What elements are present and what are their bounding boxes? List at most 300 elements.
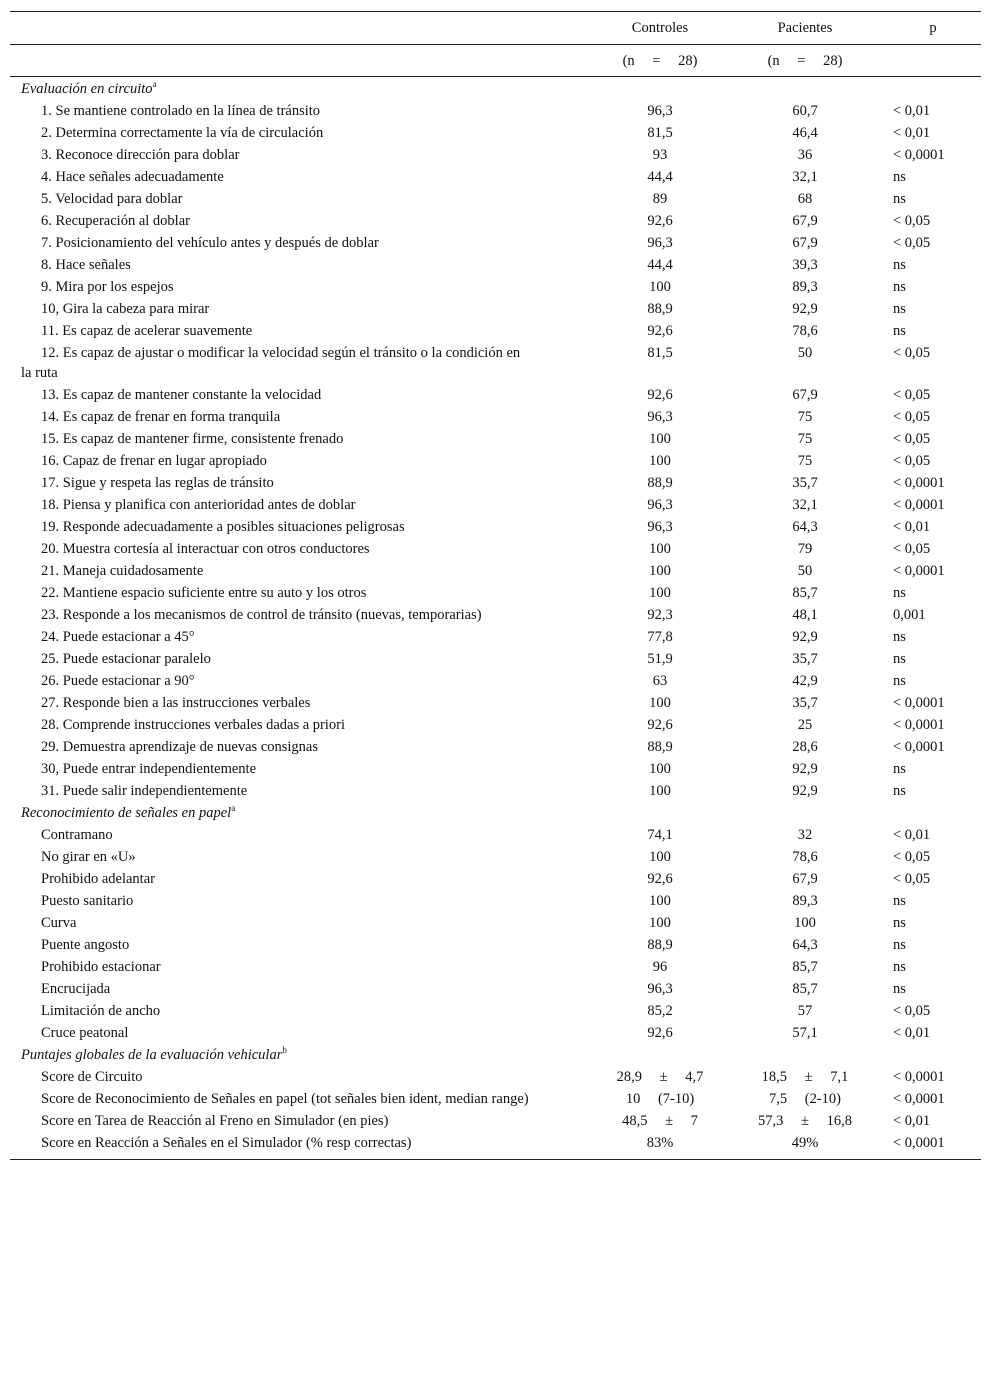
controls-value (595, 1132, 725, 1160)
table-row (10, 320, 981, 342)
table-row (10, 188, 981, 210)
patients-value (725, 648, 885, 670)
controls-value (595, 604, 725, 626)
table-row (10, 978, 981, 1000)
patients-value-text: 75 (797, 453, 813, 469)
row-label: 26. Puede estacionar a 90° (41, 673, 195, 689)
patients-value-text: 25 (797, 717, 813, 733)
patients-value-text: 39,3 (792, 257, 818, 273)
patients-value-text: 92,9 (792, 783, 818, 799)
patients-value-text: 28,6 (792, 739, 818, 755)
controls-value (595, 1000, 725, 1022)
patients-value (725, 714, 885, 736)
header-controls: Controles (595, 12, 725, 45)
controls-value (595, 1066, 725, 1088)
table-row (10, 276, 981, 298)
table-row (10, 254, 981, 276)
controls-value-text: 85,2 (647, 1003, 673, 1019)
controls-value-text: 100 (649, 849, 671, 865)
patients-value (725, 582, 885, 604)
patients-value-text: 32,1 (792, 169, 818, 185)
table-row (10, 210, 981, 232)
controls-value (595, 912, 725, 934)
table-row (10, 846, 981, 868)
footnote-marker: b (282, 1045, 287, 1055)
p-value: ns (893, 257, 906, 273)
table-row (10, 626, 981, 648)
table-row (10, 692, 981, 714)
patients-value (725, 384, 885, 406)
controls-value (595, 298, 725, 320)
table-row (10, 1066, 981, 1088)
controls-value-text: 100 (649, 541, 671, 557)
patients-value-text: 89,3 (792, 893, 818, 909)
controls-value (595, 1022, 725, 1044)
patients-value (725, 758, 885, 780)
p-value: ns (893, 959, 906, 975)
patients-value (725, 1110, 885, 1132)
row-label: 11. Es capaz de acelerar suavemente (41, 323, 253, 339)
section-row (10, 1044, 981, 1066)
controls-value-text: 89 (652, 191, 668, 207)
controls-value-text: 92,6 (647, 323, 673, 339)
controls-value (595, 276, 725, 298)
patients-value (725, 516, 885, 538)
controls-value (595, 450, 725, 472)
p-value: 0,001 (893, 607, 926, 623)
p-value: < 0,05 (893, 541, 931, 557)
controls-value-text: 44,4 (647, 169, 673, 185)
controls-value-text: 92,6 (647, 387, 673, 403)
row-label: Encrucijada (41, 981, 111, 997)
patients-value-text: 60,7 (792, 103, 818, 119)
patients-value (725, 934, 885, 956)
results-table-container (10, 11, 981, 1160)
table-row (10, 122, 981, 144)
p-value: < 0,0001 (893, 563, 945, 579)
table-row (10, 100, 981, 122)
row-label: Score de Circuito (41, 1069, 143, 1085)
p-value: ns (893, 761, 906, 777)
controls-value (595, 648, 725, 670)
row-label: 14. Es capaz de frenar en forma tranquila (41, 409, 281, 425)
p-value: < 0,05 (893, 1003, 931, 1019)
patients-value (725, 1088, 885, 1110)
row-label: 21. Maneja cuidadosamente (41, 563, 204, 579)
patients-value-text: 78,6 (792, 323, 818, 339)
p-value: ns (893, 323, 906, 339)
p-value: < 0,0001 (893, 1091, 945, 1107)
controls-value-text: 10 (7-10) (625, 1091, 695, 1107)
controls-value-text: 44,4 (647, 257, 673, 273)
section-title (10, 77, 981, 101)
table-row (10, 868, 981, 890)
controls-value-text: 48,5 ± 7 (622, 1113, 698, 1129)
controls-value (595, 166, 725, 188)
table-row (10, 298, 981, 320)
row-label-line: la ruta (21, 365, 58, 381)
patients-value (725, 254, 885, 276)
controls-value-text: 81,5 (647, 125, 673, 141)
p-value: < 0,05 (893, 235, 931, 251)
patients-value (725, 978, 885, 1000)
controls-value-text: 92,6 (647, 717, 673, 733)
controls-value (595, 714, 725, 736)
patients-value-text: 57 (797, 1003, 813, 1019)
table-row (10, 516, 981, 538)
controls-value (595, 144, 725, 166)
controls-value (595, 758, 725, 780)
table-row (10, 736, 981, 758)
table-row (10, 780, 981, 802)
row-label: 23. Responde a los mecanismos de control de tránsito (nuevas, temporarias) (41, 607, 482, 623)
row-label: 4. Hace señales adecuadamente (41, 169, 224, 185)
controls-value-text: 100 (649, 431, 671, 447)
patients-value (725, 956, 885, 978)
patients-value (725, 342, 885, 384)
controls-value (595, 406, 725, 428)
controls-value-text: 100 (649, 783, 671, 799)
patients-value-text: 92,9 (792, 761, 818, 777)
row-label: No girar en «U» (41, 849, 136, 865)
patients-value (725, 780, 885, 802)
row-label: 2. Determina correctamente la vía de circulación (41, 125, 324, 141)
patients-value-text: 35,7 (792, 475, 818, 491)
p-value: < 0,0001 (893, 147, 945, 163)
controls-value (595, 494, 725, 516)
controls-value-text: 100 (649, 279, 671, 295)
row-label: 31. Puede salir independientemente (41, 783, 248, 799)
patients-value (725, 1066, 885, 1088)
patients-value-text: 46,4 (792, 125, 818, 141)
p-value: < 0,01 (893, 519, 931, 535)
controls-value (595, 254, 725, 276)
patients-value-text: 67,9 (792, 235, 818, 251)
controls-value-text: 88,9 (647, 475, 673, 491)
patients-value (725, 538, 885, 560)
patients-value (725, 100, 885, 122)
controls-value-text: 28,9 ± 4,7 (616, 1069, 704, 1085)
row-label: 17. Sigue y respeta las reglas de tránsito (41, 475, 274, 491)
patients-value (725, 428, 885, 450)
p-value: < 0,01 (893, 125, 931, 141)
controls-value-text: 100 (649, 585, 671, 601)
table-row (10, 472, 981, 494)
controls-value (595, 626, 725, 648)
controls-value (595, 670, 725, 692)
p-value: ns (893, 301, 906, 317)
row-label: 19. Responde adecuadamente a posibles situaciones peligrosas (41, 519, 405, 535)
section-title-text: Evaluación en circuito (21, 81, 153, 97)
footnote-marker: a (152, 79, 157, 89)
patients-value-text: 57,1 (792, 1025, 818, 1041)
p-value: < 0,05 (893, 345, 931, 361)
row-label: Curva (41, 915, 77, 931)
row-label: 5. Velocidad para doblar (41, 191, 183, 207)
p-value: ns (893, 279, 906, 295)
p-value: < 0,05 (893, 387, 931, 403)
controls-value-text: 51,9 (647, 651, 673, 667)
p-value: < 0,05 (893, 871, 931, 887)
patients-value-text: 85,7 (792, 959, 818, 975)
patients-value (725, 450, 885, 472)
table-row (10, 890, 981, 912)
patients-value (725, 868, 885, 890)
patients-value-text: 18,5 ± 7,1 (761, 1069, 849, 1085)
p-value: ns (893, 915, 906, 931)
row-label: 28. Comprende instrucciones verbales dadas a priori (41, 717, 346, 733)
controls-value (595, 868, 725, 890)
header-blank (885, 45, 981, 77)
table-row (10, 406, 981, 428)
row-label: Score en Tarea de Reacción al Freno en Simulador (en pies) (41, 1113, 389, 1129)
controls-value (595, 320, 725, 342)
patients-value-text: 48,1 (792, 607, 818, 623)
p-value: ns (893, 893, 906, 909)
controls-value-text: 81,5 (647, 345, 673, 361)
controls-value (595, 846, 725, 868)
patients-value-text: 100 (794, 915, 816, 931)
patients-value (725, 1132, 885, 1160)
patients-value-text: 35,7 (792, 651, 818, 667)
row-label: 25. Puede estacionar paralelo (41, 651, 211, 667)
controls-value-text: 100 (649, 695, 671, 711)
row-label: 15. Es capaz de mantener firme, consistente frenado (41, 431, 344, 447)
controls-value-text: 96,3 (647, 519, 673, 535)
row-label: Prohibido estacionar (41, 959, 161, 975)
results-table (10, 11, 981, 1160)
patients-value (725, 298, 885, 320)
patients-value (725, 824, 885, 846)
patients-value-text: 57,3 ± 16,8 (758, 1113, 852, 1129)
p-value: < 0,0001 (893, 1069, 945, 1085)
controls-value (595, 342, 725, 384)
patients-value (725, 232, 885, 254)
section-row (10, 77, 981, 101)
patients-value (725, 144, 885, 166)
row-label: 20. Muestra cortesía al interactuar con otros conductores (41, 541, 370, 557)
controls-value (595, 780, 725, 802)
p-value: ns (893, 629, 906, 645)
patients-value-text: 67,9 (792, 387, 818, 403)
patients-value-text: 67,9 (792, 213, 818, 229)
controls-value (595, 188, 725, 210)
controls-value (595, 978, 725, 1000)
section-title-text: Puntajes globales de la evaluación vehicular (21, 1047, 283, 1063)
controls-value-text: 100 (649, 761, 671, 777)
patients-value (725, 122, 885, 144)
patients-value-text: 92,9 (792, 629, 818, 645)
footnote-marker: a (231, 803, 236, 813)
header-blank (10, 12, 595, 45)
controls-value (595, 122, 725, 144)
table-row (10, 166, 981, 188)
controls-value-text: 100 (649, 563, 671, 579)
row-label: Prohibido adelantar (41, 871, 155, 887)
row-label: 27. Responde bien a las instrucciones verbales (41, 695, 311, 711)
controls-value-text: 100 (649, 453, 671, 469)
patients-value (725, 320, 885, 342)
patients-value (725, 604, 885, 626)
p-value: ns (893, 651, 906, 667)
row-label: 3. Reconoce dirección para doblar (41, 147, 240, 163)
p-value: < 0,01 (893, 1025, 931, 1041)
row-label: 22. Mantiene espacio suficiente entre su auto y los otros (41, 585, 367, 601)
table-row (10, 1110, 981, 1132)
controls-value (595, 736, 725, 758)
row-label: 30, Puede entrar independientemente (41, 761, 257, 777)
row-label: 16. Capaz de frenar en lugar apropiado (41, 453, 267, 469)
patients-value-text: 32,1 (792, 497, 818, 513)
row-label: Cruce peatonal (41, 1025, 129, 1041)
patients-value-text: 32 (797, 827, 813, 843)
controls-value-text: 96,3 (647, 497, 673, 513)
controls-value-text: 63 (652, 673, 668, 689)
table-row (10, 582, 981, 604)
row-label: Contramano (41, 827, 113, 843)
patients-value (725, 1022, 885, 1044)
table-row (10, 604, 981, 626)
table-row (10, 934, 981, 956)
row-label: Score en Reacción a Señales en el Simulador (% resp correctas) (10, 1132, 595, 1160)
table-row (10, 342, 981, 384)
controls-value-text: 74,1 (647, 827, 673, 843)
controls-value (595, 472, 725, 494)
controls-value-text: 83% (646, 1135, 674, 1151)
patients-value-text: 7,5 (2-10) (769, 1091, 841, 1107)
controls-value (595, 824, 725, 846)
controls-value (595, 516, 725, 538)
row-label: 18. Piensa y planifica con anterioridad antes de doblar (41, 497, 356, 513)
patients-value-text: 89,3 (792, 279, 818, 295)
patients-value-text: 36 (797, 147, 813, 163)
patients-value (725, 890, 885, 912)
p-value: ns (893, 169, 906, 185)
controls-value-text: 100 (649, 893, 671, 909)
patients-value-text: 92,9 (792, 301, 818, 317)
table-row (10, 384, 981, 406)
p-value: < 0,01 (893, 103, 931, 119)
p-value: ns (893, 673, 906, 689)
patients-value (725, 494, 885, 516)
p-value: ns (893, 783, 906, 799)
patients-value-text: 35,7 (792, 695, 818, 711)
row-label: Puesto sanitario (41, 893, 134, 909)
table-row (10, 144, 981, 166)
patients-value-text: 64,3 (792, 519, 818, 535)
table-row (10, 560, 981, 582)
patients-value-text: 85,7 (792, 981, 818, 997)
controls-value (595, 890, 725, 912)
header-n-patients: (n = 28) (725, 45, 885, 77)
patients-value-text: 67,9 (792, 871, 818, 887)
patients-value-text: 68 (797, 191, 813, 207)
patients-value-text: 49% (791, 1135, 819, 1151)
patients-value (725, 912, 885, 934)
controls-value-text: 93 (652, 147, 668, 163)
controls-value-text: 100 (649, 915, 671, 931)
table-row (10, 1022, 981, 1044)
table-body (10, 77, 981, 1160)
patients-value (725, 692, 885, 714)
patients-value (725, 210, 885, 232)
table-row (10, 714, 981, 736)
patients-value (725, 670, 885, 692)
header-n-row (10, 45, 981, 77)
table-row (10, 1000, 981, 1022)
patients-value (725, 276, 885, 298)
p-value: < 0,0001 (893, 739, 945, 755)
controls-value (595, 692, 725, 714)
controls-value-text: 92,6 (647, 1025, 673, 1041)
header-n-controls: (n = 28) (595, 45, 725, 77)
row-label: 29. Demuestra aprendizaje de nuevas consignas (41, 739, 319, 755)
patients-value (725, 846, 885, 868)
p-value: < 0,05 (893, 213, 931, 229)
p-value: < 0,0001 (893, 695, 945, 711)
controls-value-text: 96,3 (647, 981, 673, 997)
controls-value (595, 384, 725, 406)
p-value: ns (893, 585, 906, 601)
header-patients: Pacientes (725, 12, 885, 45)
controls-value-text: 92,6 (647, 871, 673, 887)
controls-value (595, 934, 725, 956)
p-value: ns (893, 937, 906, 953)
table-row (10, 1132, 981, 1160)
controls-value (595, 1088, 725, 1110)
p-value: < 0,0001 (893, 717, 945, 733)
table-row (10, 232, 981, 254)
row-label: 1. Se mantiene controlado en la línea de tránsito (41, 103, 321, 119)
patients-value (725, 406, 885, 428)
patients-value-text: 79 (797, 541, 813, 557)
section-title-text: Reconocimiento de señales en papel (21, 805, 232, 821)
controls-value-text: 96,3 (647, 103, 673, 119)
table-row (10, 1088, 981, 1110)
p-value: < 0,01 (893, 827, 931, 843)
patients-value-text: 64,3 (792, 937, 818, 953)
patients-value-text: 42,9 (792, 673, 818, 689)
controls-value-text: 92,6 (647, 213, 673, 229)
p-value: < 0,0001 (893, 497, 945, 513)
controls-value (595, 560, 725, 582)
patients-value (725, 188, 885, 210)
table-row (10, 670, 981, 692)
section-title (10, 802, 981, 824)
patients-value-text: 50 (797, 563, 813, 579)
controls-value (595, 956, 725, 978)
p-value: < 0,05 (893, 409, 931, 425)
patients-value-text: 75 (797, 409, 813, 425)
row-label: Puente angosto (41, 937, 130, 953)
patients-value (725, 626, 885, 648)
table-row (10, 824, 981, 846)
patients-value (725, 560, 885, 582)
section-row (10, 802, 981, 824)
table-row (10, 912, 981, 934)
p-value: ns (893, 191, 906, 207)
controls-value (595, 100, 725, 122)
p-value: < 0,01 (893, 1113, 931, 1129)
table-row (10, 758, 981, 780)
p-value: ns (893, 981, 906, 997)
row-label: 6. Recuperación al doblar (41, 213, 190, 229)
table-row (10, 538, 981, 560)
row-label (10, 342, 595, 384)
patients-value-text: 85,7 (792, 585, 818, 601)
controls-value-text: 96 (652, 959, 668, 975)
controls-value (595, 538, 725, 560)
